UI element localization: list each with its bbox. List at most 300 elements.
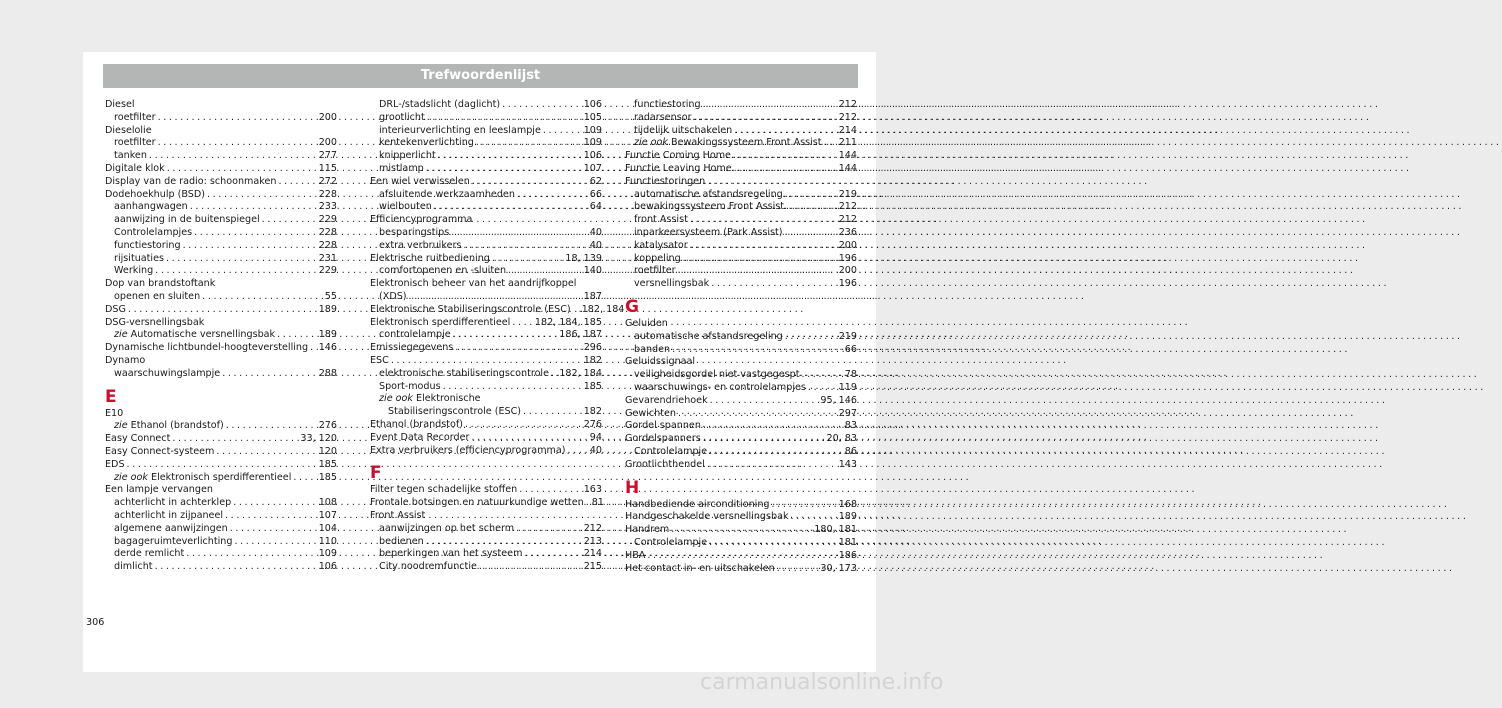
index-entry-label	[114, 420, 224, 433]
index-entry-label	[625, 176, 705, 189]
index-entry-page[interactable]: 185	[318, 471, 337, 483]
index-entry-page[interactable]: 107	[583, 162, 602, 174]
index-entry-page[interactable]: 119	[838, 381, 857, 393]
index-entry-text: Ethanol (brandstof)	[130, 420, 224, 432]
index-entry-text: Functie Leaving Home	[625, 162, 732, 174]
dot-leader	[389, 355, 584, 368]
index-entry	[625, 331, 857, 344]
dot-leader	[669, 524, 814, 537]
index-entry-label	[379, 368, 549, 381]
index-entry-page[interactable]: 196	[838, 278, 857, 290]
dot-leader	[407, 291, 584, 304]
index-entry	[625, 395, 857, 408]
index-entry-text: Elektrische ruitbediening	[370, 252, 490, 264]
index-entry-page[interactable]: 109	[318, 548, 337, 560]
index-entry-page[interactable]: 200	[318, 137, 337, 149]
dot-leader	[223, 510, 319, 523]
index-entry-label	[114, 214, 260, 227]
index-entry-text: interieurverlichting en leeslampje	[379, 124, 541, 136]
index-entry-page[interactable]: 78	[844, 369, 857, 381]
index-entry-label	[114, 497, 231, 510]
index-entry-text: E10	[105, 407, 124, 419]
index-entry	[105, 291, 337, 304]
index-entry	[370, 381, 602, 394]
index-entry-page[interactable]: 180, 181	[814, 524, 857, 536]
index-entry-page[interactable]: 228	[318, 188, 337, 200]
index-entry-page[interactable]: 297	[838, 407, 857, 419]
index-entry-page[interactable]: 94	[589, 431, 602, 443]
index-entry-text: koppeling	[634, 252, 681, 264]
index-entry-text: Het contact in- en uitschakelen	[625, 562, 775, 574]
see-reference: zie ook	[634, 137, 668, 149]
index-entry	[105, 125, 337, 138]
index-entry-page[interactable]: 212	[838, 201, 857, 213]
index-entry-label	[634, 240, 688, 253]
index-entry-text: Werking	[114, 265, 154, 277]
index-entry	[625, 189, 857, 202]
index-entry-page[interactable]: 212	[838, 111, 857, 123]
index-entry	[370, 368, 602, 381]
dot-leader	[541, 125, 584, 138]
index-entry-page[interactable]: 228	[318, 226, 337, 238]
index-entry-page[interactable]: 182	[583, 354, 602, 366]
index-entry-text: Efficiencyprogramma	[370, 214, 473, 226]
index-entry-page[interactable]: 33, 120	[300, 433, 337, 445]
index-entry-page[interactable]: 211	[838, 137, 857, 149]
dot-leader	[469, 432, 589, 445]
dot-leader	[164, 253, 319, 266]
index-entry-page[interactable]: 163	[583, 484, 602, 496]
index-entry-page[interactable]: 213	[583, 535, 602, 547]
index-entry-label	[370, 317, 510, 330]
index-entry-label	[114, 523, 228, 536]
index-entry-text: elektronische stabiliseringscontrole	[379, 367, 550, 379]
index-entry	[370, 291, 602, 304]
index-entry-text: knipperlicht	[379, 150, 436, 162]
index-entry-text: Bewakingssysteem Front Assist	[671, 137, 822, 149]
dot-leader	[670, 344, 845, 357]
index-entry-label	[105, 278, 215, 291]
index-entry-page[interactable]: 272	[318, 175, 337, 187]
index-entry-label	[105, 484, 213, 497]
see-reference: zie	[114, 329, 128, 341]
index-entry-text: roetfilter	[114, 111, 156, 123]
index-entry	[625, 265, 857, 278]
index-entry-page[interactable]: 236	[838, 226, 857, 238]
index-entry-label	[634, 537, 707, 550]
index-entry-page[interactable]: 182	[583, 406, 602, 418]
index-entry-page[interactable]: 214	[583, 548, 602, 560]
index-entry-text: roetfilter	[634, 265, 676, 277]
index-entry	[625, 278, 857, 291]
index-entry-label	[379, 240, 461, 253]
index-entry-page[interactable]: 187	[583, 290, 602, 302]
index-entry-page[interactable]: 186	[838, 549, 857, 561]
index-entry-label	[625, 408, 676, 421]
index-entry-page[interactable]: 66	[844, 343, 857, 355]
index-entry	[370, 317, 602, 330]
index-entry	[625, 408, 857, 421]
index-entry-label	[114, 201, 188, 214]
index-entry-page[interactable]: 212	[583, 522, 602, 534]
index-entry-page[interactable]: 229	[318, 265, 337, 277]
index-entry-label	[625, 563, 775, 576]
dot-leader	[425, 112, 584, 125]
dot-leader	[470, 176, 590, 189]
index-entry	[105, 176, 337, 189]
index-entry-page[interactable]: 168	[838, 498, 857, 510]
dot-leader	[231, 497, 318, 510]
index-entry-page[interactable]: 181	[838, 536, 857, 548]
index-entry-label	[634, 214, 688, 227]
index-entry-text: Grootlichthendel	[625, 458, 705, 470]
index-entry-page[interactable]: 109	[583, 137, 602, 149]
index-entry	[370, 227, 602, 240]
index-entry-label	[105, 355, 145, 368]
index-entry-page[interactable]: 231	[318, 252, 337, 264]
index-entry-label	[379, 163, 424, 176]
index-entry-page[interactable]: 95, 146	[820, 394, 857, 406]
index-entry-text: roetfilter	[114, 137, 156, 149]
index-entry-page[interactable]: 115	[318, 162, 337, 174]
index-entry-page[interactable]: 186, 187	[559, 329, 602, 341]
index-entry-text: aanwijzing in de buitenspiegel	[114, 214, 260, 226]
index-entry-page[interactable]: 219	[838, 188, 857, 200]
index-entry-label	[370, 445, 566, 458]
index-entry-page[interactable]: 146	[318, 342, 337, 354]
index-entry	[625, 563, 857, 576]
index-entry-page[interactable]: 81	[591, 497, 604, 509]
index-entry-label	[379, 201, 432, 214]
index-entry-label	[114, 150, 147, 163]
index-entry-text: City noodremfunctie	[379, 561, 477, 573]
index-entry-page[interactable]: 107	[318, 509, 337, 521]
index-entry-page[interactable]: 215	[583, 561, 602, 573]
index-entry-page[interactable]: 105	[583, 111, 602, 123]
index-entry-text: Easy Connect-systeem	[105, 445, 215, 457]
index-entry-text: DSG-versnellingsbak	[105, 316, 205, 328]
index-entry-page[interactable]: 110	[318, 535, 337, 547]
index-entry-page[interactable]: 108	[318, 497, 337, 509]
index-entry	[625, 318, 857, 331]
index-entry	[370, 214, 602, 227]
index-entry-page[interactable]: 106	[318, 561, 337, 573]
index-entry-text: tanken	[114, 150, 147, 162]
index-entry-label	[370, 304, 571, 317]
dot-leader	[783, 189, 839, 202]
index-entry	[625, 125, 857, 138]
index-entry	[105, 112, 337, 125]
index-entry-text: Gordelspanners	[625, 433, 701, 445]
index-entry-label	[105, 342, 308, 355]
index-entry	[105, 433, 337, 446]
index-entry-label	[114, 548, 184, 561]
index-entry-label	[379, 381, 441, 394]
index-entry-text: aanhangwagen	[114, 201, 188, 213]
index-entry-label	[379, 291, 407, 304]
index-entry-text: Handbediende airconditioning	[625, 498, 770, 510]
index-entry-label	[379, 329, 451, 342]
dot-leader	[192, 227, 319, 240]
index-entry-page[interactable]: 86	[844, 445, 857, 457]
index-entry-label	[634, 227, 783, 240]
index-entry	[625, 214, 857, 227]
dot-leader	[514, 523, 584, 536]
index-entry-page[interactable]: 212	[838, 99, 857, 110]
index-entry-label	[105, 446, 214, 459]
index-entry-text: Ethanol (brandstof)	[370, 418, 464, 430]
dot-leader	[463, 419, 584, 432]
index-entry	[625, 344, 857, 357]
index-entry-page[interactable]: 214	[838, 124, 857, 136]
dot-leader	[799, 369, 844, 382]
index-entry-text: DSG	[105, 303, 126, 315]
index-entry-label	[105, 317, 204, 330]
section-letter: E	[105, 386, 117, 407]
index-entry-page[interactable]: 185	[318, 458, 337, 470]
index-entry-label	[379, 548, 522, 561]
index-entry-label	[634, 189, 783, 202]
index-entry-text: kentekenverlichting	[379, 137, 474, 149]
index-entry-page[interactable]: 64	[589, 201, 602, 213]
dot-leader	[200, 291, 325, 304]
dot-leader	[441, 381, 584, 394]
index-entry-page[interactable]: 276	[583, 418, 602, 430]
page-number: 306	[86, 617, 105, 628]
dot-leader	[707, 446, 845, 459]
index-entry	[625, 99, 857, 112]
index-entry-page[interactable]: 189	[318, 303, 337, 315]
index-entry-label	[370, 176, 470, 189]
index-entry-label	[370, 484, 517, 497]
index-entry-text: Dynamo	[105, 354, 146, 366]
index-entry	[105, 137, 337, 150]
index-entry-label	[634, 125, 732, 138]
index-entry-text: Elektronische Stabiliseringscontrole (ESC)	[370, 303, 571, 315]
index-entry-page[interactable]: 200	[318, 111, 337, 123]
index-entry-page[interactable]: 55	[324, 290, 337, 302]
dot-leader	[701, 420, 845, 433]
index-entry-text: Elektronisch sperdifferentieel	[370, 316, 511, 328]
index-entry-page[interactable]: 40	[589, 226, 602, 238]
index-entry-text: Emissiegegevens	[370, 342, 454, 354]
index-entry	[625, 446, 857, 459]
index-entry-page[interactable]: 66	[589, 188, 602, 200]
index-entry-text: openen en sluiten	[114, 290, 201, 302]
index-entry-page[interactable]: 288	[318, 367, 337, 379]
index-entry-label	[388, 406, 521, 419]
index-entry-text: Functiestoringen	[625, 175, 706, 187]
index-entry-text: ESC	[370, 354, 389, 366]
index-entry-page[interactable]: 228	[318, 239, 337, 251]
index-entry-page[interactable]: 229	[318, 214, 337, 226]
index-column-1	[105, 99, 337, 574]
index-entry	[105, 536, 337, 549]
dot-leader	[188, 201, 319, 214]
index-entry-label	[370, 253, 490, 266]
index-entry-page[interactable]: 30, 173	[820, 562, 857, 574]
index-entry-page[interactable]: 109	[583, 124, 602, 136]
index-entry	[105, 484, 337, 497]
index-entry-label	[379, 393, 481, 406]
dot-leader	[822, 137, 839, 150]
index-entry	[370, 484, 602, 497]
dot-leader	[783, 227, 839, 240]
index-entry-text: Geluiden	[625, 317, 668, 329]
dot-leader	[291, 472, 318, 485]
index-entry-page[interactable]: 212	[838, 214, 857, 226]
index-entry-label	[114, 291, 200, 304]
index-entry-label	[114, 536, 232, 549]
dot-leader	[566, 445, 590, 458]
index-entry-label	[114, 561, 153, 574]
index-entry-page[interactable]: 189	[838, 511, 857, 523]
index-entry-page[interactable]: 296	[583, 342, 602, 354]
index-entry-text: functiestoring	[114, 239, 181, 251]
index-entry-page[interactable]: 144	[838, 150, 857, 162]
index-entry-label	[625, 550, 645, 563]
index-entry-label	[370, 355, 389, 368]
index-entry-page[interactable]: 196	[838, 252, 857, 264]
index-entry	[370, 303, 625, 317]
index-entry-text: front Assist	[634, 214, 688, 226]
index-entry-text: functiestoring	[634, 99, 701, 110]
dot-leader	[156, 137, 319, 150]
dot-leader	[522, 548, 583, 561]
index-entry	[370, 523, 602, 536]
index-entry-text: algemene aanwijzingen	[114, 522, 228, 534]
index-entry-page[interactable]: 185	[583, 380, 602, 392]
index-entry	[105, 355, 337, 368]
index-entry-page[interactable]: 106	[583, 150, 602, 162]
index-entry-page[interactable]: 277	[318, 150, 337, 162]
index-entry-page[interactable]: 40	[589, 239, 602, 251]
index-entry	[105, 459, 337, 472]
index-entry-label	[370, 432, 469, 445]
dot-leader	[701, 99, 839, 112]
index-entry-text: Dieselolie	[105, 124, 152, 136]
index-entry-page[interactable]: 20, 83	[826, 433, 857, 445]
index-entry	[105, 510, 337, 523]
index-entry	[370, 329, 602, 342]
index-entry-label	[105, 408, 123, 421]
index-entry-label	[625, 163, 732, 176]
index-entry-label	[634, 99, 701, 112]
index-entry-label	[625, 356, 695, 369]
dot-leader	[770, 499, 839, 512]
index-entry-label	[634, 369, 799, 382]
index-entry-label	[114, 368, 220, 381]
index-entry	[370, 201, 602, 214]
index-entry-page[interactable]: 40	[589, 444, 602, 456]
dot-leader	[676, 408, 839, 421]
index-entry	[105, 189, 337, 202]
index-entry-page[interactable]: 200	[838, 265, 857, 277]
index-entry-page[interactable]: 106	[583, 99, 602, 110]
index-entry-page[interactable]: 144	[838, 162, 857, 174]
index-entry-text: Elektronisch sperdifferentieel	[151, 471, 292, 483]
index-entry-text: Controlelampje	[634, 445, 708, 457]
index-entry-text: Front Assist	[370, 509, 426, 521]
index-entry-label	[625, 511, 789, 524]
index-entry-label	[105, 125, 152, 138]
index-entry-text: waarschuwings- en controlelampjes	[634, 381, 806, 393]
index-entry-label	[379, 150, 436, 163]
dot-leader	[692, 112, 839, 125]
index-entry-label	[379, 561, 477, 574]
index-entry	[105, 240, 337, 253]
index-entry	[105, 317, 337, 330]
index-entry-page[interactable]: .182, 184	[578, 303, 625, 315]
index-entry-text: Controlelampjes	[114, 226, 193, 238]
index-entry-text: Extra verbruikers (efficiencyprogramma)	[370, 444, 566, 456]
index-entry	[625, 369, 857, 382]
dot-leader	[214, 446, 318, 459]
index-entry-page[interactable]: 219	[838, 330, 857, 342]
index-entry-page[interactable]: 104	[318, 522, 337, 534]
index-entry	[105, 253, 337, 266]
index-entry-label	[114, 329, 275, 342]
index-entry	[370, 125, 602, 138]
index-entry-label	[379, 112, 425, 125]
index-entry-label	[625, 433, 701, 446]
index-entry	[105, 214, 337, 227]
index-entry-page[interactable]: 18, 139	[565, 252, 602, 264]
dot-leader	[165, 163, 319, 176]
index-entry	[625, 227, 857, 240]
index-entry-page[interactable]: 200	[838, 239, 857, 251]
index-entry-label	[625, 499, 770, 512]
dot-leader	[220, 368, 318, 381]
index-entry-page[interactable]: 182, 184, 185	[534, 316, 602, 328]
index-entry	[370, 99, 602, 112]
index-entry-page[interactable]: 276	[318, 420, 337, 432]
index-entry-text: Functie Coming Home	[625, 150, 731, 162]
index-entry-text: Diesel	[105, 99, 135, 110]
index-entry-label	[625, 459, 705, 472]
index-entry-text: mistlamp	[379, 162, 424, 174]
index-entry-text: Digitale klok	[105, 162, 165, 174]
index-entry	[625, 253, 857, 266]
index-entry-text: radarsensor	[634, 111, 692, 123]
index-entry-text: Een wiel verwisselen	[370, 175, 470, 187]
index-entry-page[interactable]: 189	[318, 329, 337, 341]
index-entry-text: Dynamische lichtbundel-hoogteverstelling	[105, 342, 309, 354]
index-entry-page[interactable]: 83	[844, 420, 857, 432]
index-entry-label	[105, 433, 170, 446]
index-entry-text: automatische afstandsregeling	[634, 330, 783, 342]
index-entry-page[interactable]: 143	[838, 458, 857, 470]
dot-leader	[156, 112, 319, 125]
index-entry-page[interactable]: 120	[318, 445, 337, 457]
dot-leader	[181, 240, 319, 253]
index-entry-page[interactable]: 233	[318, 201, 337, 213]
index-entry-text: Gewichten	[625, 407, 676, 419]
index-entry-page[interactable]: 62	[589, 175, 602, 187]
dot-leader	[224, 420, 319, 433]
index-entry-label	[370, 510, 425, 523]
index-entry-page[interactable]: 140	[583, 265, 602, 277]
index-entry-text: grootlicht	[379, 111, 425, 123]
index-entry-label	[114, 265, 153, 278]
index-entry	[625, 176, 857, 189]
dot-leader	[308, 342, 319, 355]
index-entry-page[interactable]: 182, 184	[559, 367, 602, 379]
index-entry	[370, 189, 602, 202]
index-entry-label	[105, 99, 135, 112]
dot-leader	[451, 329, 560, 342]
index-entry	[105, 420, 337, 433]
